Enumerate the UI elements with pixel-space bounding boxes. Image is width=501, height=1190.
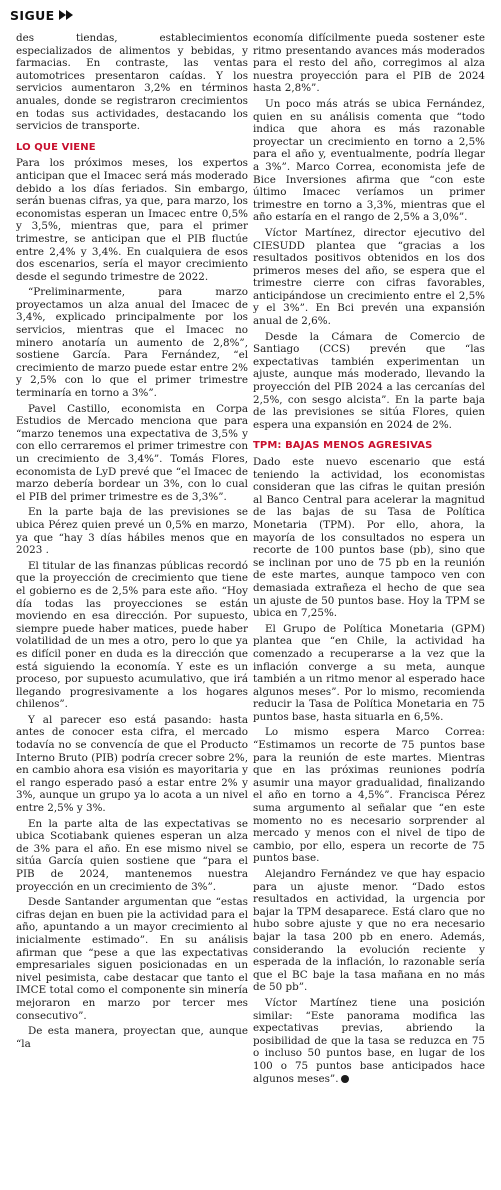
paragraph: En la parte baja de las previsiones se ubica Pérez quien prevé un 0,5% en marzo, ya que “hay 3 días hábiles menos que en 2023 . (16, 506, 248, 557)
end-of-article-icon (341, 1075, 349, 1083)
paragraph: Para los próximos meses, los expertos anticipan que el Imacec será más moderado debido a los días feriados. Sin embargo, serán buenas cifras, ya que, para marzo, los economistas esperan un Imacec entre 0,5% y 3,5%, mientras que, para el primer trimestre, se anticipan que el PIB fluctúe entre 2,4% y 3,4%. En cualquiera de esos dos escenarios, sería el mayor crecimiento desde el segundo trimestre de 2022. (16, 157, 248, 283)
continue-label: SIGUE (10, 7, 55, 23)
continue-marker (10, 4, 73, 26)
right-column (253, 32, 485, 1088)
paragraph: Alejandro Fernández ve que hay espacio para un ajuste menor. “Dado estos resultados en actividad, la urgencia por bajar la TPM desaparece. Está claro que no hubo sobre ajuste y que no era necesario bajar la tasa 200 pb en enero. Además, considerando la evolución reciente y esperada de la inflación, lo razonable sería que el BC baje la tasa mañana en no más de 50 pb”. (253, 868, 485, 994)
paragraph-final (253, 997, 485, 1085)
section-heading: LO QUE VIENE (16, 141, 96, 153)
paragraph: Pavel Castillo, economista en Corpa Estudios de Mercado menciona que para “marzo tenemos una expectativa de 3,5% y con ello cerraremos el primer trimestre con un crecimiento de 3,4%”. Tomás Flores, economista de LyD prevé que “el Imacec de marzo debería bordear un 3%, con lo cual el PIB del primer trimestre es de 3,3%”. (16, 402, 248, 503)
left-column (16, 32, 248, 1053)
paragraph: des tiendas, establecimientos especializados de alimentos y bebidas, y farmacias. En contraste, las ventas automotrices presentaron caídas. Y los servicios aumentaron 3,2% en términos anuales, donde se registraron crecimientos en todas sus actividades, destacando los servicios de transporte. (16, 32, 248, 133)
paragraph: Y al parecer eso está pasando: hasta antes de conocer esta cifra, el mercado todavía no se convencía de que el Producto Interno Bruto (PIB) podría crecer sobre 2%, en cambio ahora esa visión es mayoritaria y el rango esperado pasó a estar entre 2% y 3%, aunque un grupo ya lo acota a un nivel entre 2,5% y 3%. (16, 713, 248, 815)
paragraph: El Grupo de Política Monetaria (GPM) plantea que “en Chile, la actividad ha comenzado a recuperarse a la vez que la inflación converge a su meta, aunque también a un ritmo menor al esperado hace algunos meses”. Por lo mismo, recomienda reducir la Tasa de Política Monetaria en 75 puntos base, hasta situarla en 6,5%. (253, 622, 485, 723)
paragraph: Desde la Cámara de Comercio de Santiago (CCS) prevén que “las expectativas también experimentan un ajuste, aunque más moderado, llevando la proyección del PIB 2024 a las cercanías del 2,5%, con sesgo alcista”. En la parte baja de las previsiones se sitúa Flores, quien espera una expansión en 2024 de 2%. (253, 330, 485, 431)
paragraph: Dado este nuevo escenario que está teniendo la actividad, los economistas consideran que las cifras le quitan presión al Banco Central para acelerar la magnitud de las bajas de su Tasa de Política Monetaria (TPM). Por ello, ahora, la mayoría de los consultados no espera un recorte de 100 puntos base (pb), sino que se inclinan por uno de 75 pb en la reunión de este martes, aunque tampoco ven con demasiada extrañeza el hecho de que sea un ajuste de 50 puntos base. Hoy la TPM se ubica en 7,25%. (253, 456, 485, 620)
paragraph-text: Víctor Martínez tiene una posición similar: “Este panorama modifica las expectativas previas, abriendo la posibilidad de que la tasa se reduzca en 75 o incluso 50 puntos base, en lugar de los 100 o 75 puntos base anticipados hace algunos meses”. (253, 996, 485, 1085)
paragraph: Lo mismo espera Marco Correa: “Estimamos un recorte de 75 puntos base para la reunión de este martes. Mientras que en las próximas reuniones podría asumir una mayor gradualidad, finalizando el año en torno a 4,5%”. Francisca Pérez suma argumento al señalar que “en este momento no es necesario sorprender al mercado y menos con el nivel de tipo de cambio, por ello, espera un recorte de 75 puntos base. (253, 726, 485, 865)
paragraph: El titular de las finanzas públicas recordó que la proyección de crecimiento que tiene el gobierno es de 2,5% para este año. “Hoy día todas las proyecciones se están moviendo en esa dirección. Por supuesto, siempre puede haber matices, puede haber volatilidad de un mes a otro, pero lo que ya es difícil poner en duda es la dirección que está siguiendo la economía. Y este es un proceso, por supuesto acumulativo, que irá llegando progresivamente a los hogares chilenos”. (16, 559, 248, 711)
double-arrow-icon (59, 10, 73, 20)
paragraph: “Preliminarmente, para marzo proyectamos un alza anual del Imacec de 3,4%, explicado principalmente por los servicios, mientras que el Imacec no minero anotaría un aumento de 2,8%”, sostiene García. Para Fernández, “el crecimiento de marzo puede estar entre 2% y 2,5% con lo que el primer trimestre terminaría en torno a 3%”. (16, 286, 248, 400)
paragraph: En la parte alta de las expectativas se ubica Scotiabank quienes esperan un alza de 3% para el año. En ese mismo nivel se sitúa García quien sostiene que “para el PIB de 2024, mantenemos nuestra proyección en un crecimiento de 3%”. (16, 817, 248, 893)
section-heading: TPM: BAJAS MENOS AGRESIVAS (253, 440, 433, 452)
paragraph: De esta manera, proyectan que, aunque “la (16, 1025, 248, 1050)
paragraph: Víctor Martínez, director ejecutivo del CIESUDD plantea que “gracias a los resultados positivos obtenidos en los dos primeros meses del año, se espera que el trimestre cierre con cifras favorables, anticipándose un crecimiento entre el 2,5% y el 3%”. En Bci prevén una expansión anual de 2,6%. (253, 226, 485, 328)
paragraph: economía difícilmente pueda sostener este ritmo presentando avances más moderados para el resto del año, corregimos al alza nuestra proyección para el PIB de 2024 hasta 2,8%”. (253, 32, 485, 95)
paragraph: Desde Santander argumentan que “estas cifras dejan en buen pie la actividad para el año, apuntando a un mayor crecimiento al inicialmente estimado”. En su análisis afirman que “pese a que las expectativas empresariales siguen posicionadas en un nivel pesimista, cabe destacar que tanto el IMCE total como el componente sin minería mejoraron en marzo por tercer mes consecutivo”. (16, 896, 248, 1022)
paragraph: Un poco más atrás se ubica Fernández, quien en su análisis comenta que “todo indica que ahora es más razonable proyectar un crecimiento en torno a 2,5% para el año y, eventualmente, podría llegar a 3%”. Marco Correa, economista jefe de Bice Inversiones afirma que “con este último Imacec veríamos un primer trimestre en torno a 3,3%, mientras que el año estaría en el rango de 2,5% a 3,0%”. (253, 97, 485, 224)
